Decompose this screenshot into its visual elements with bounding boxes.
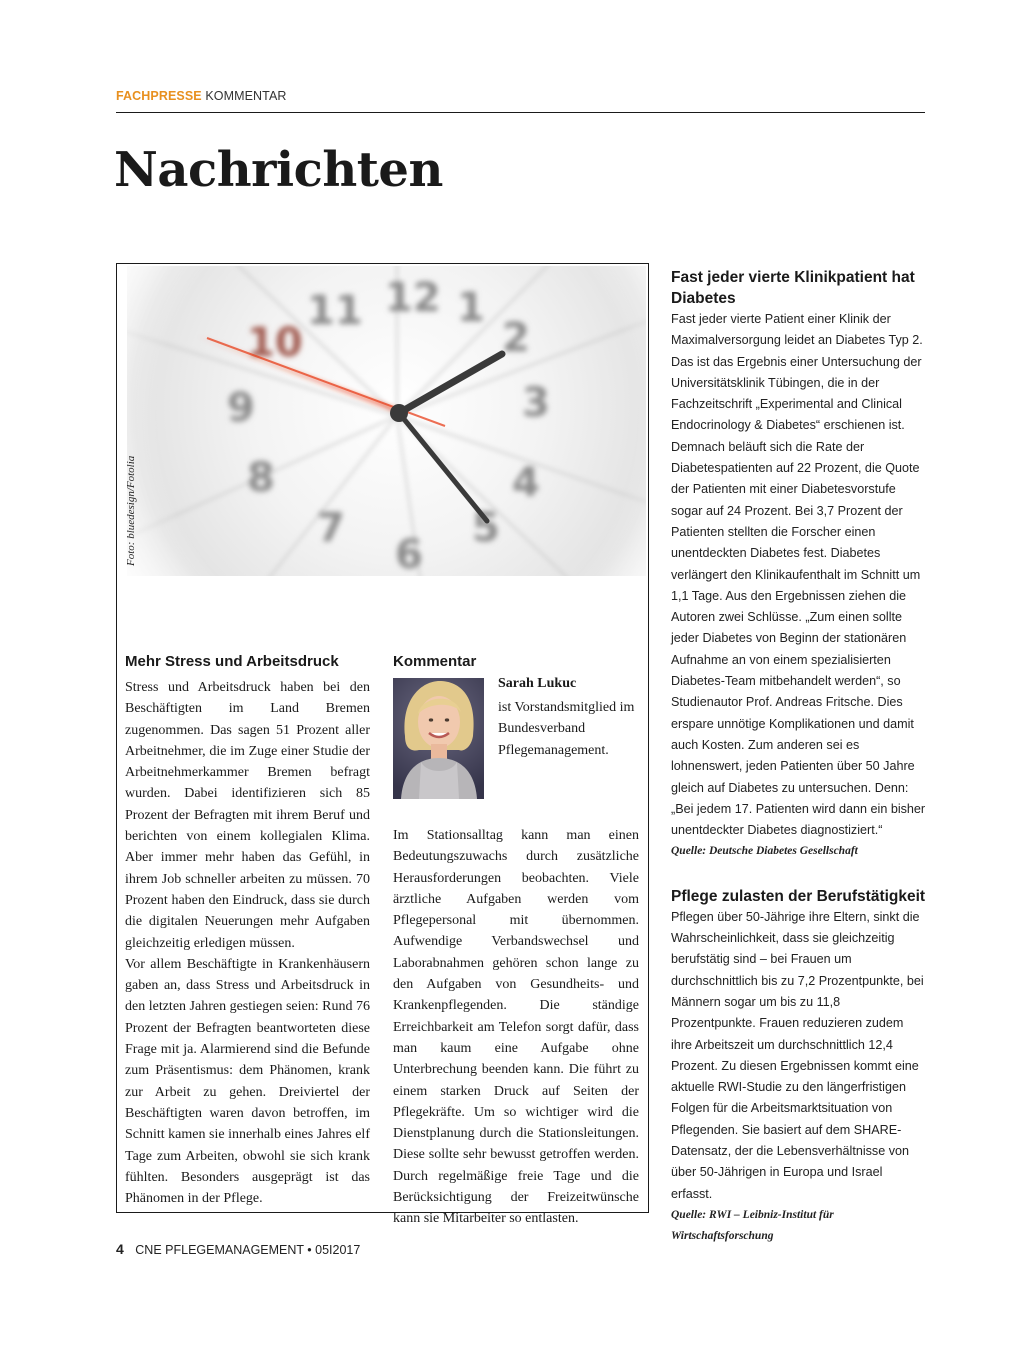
clock-photo xyxy=(127,266,646,576)
header-rule xyxy=(116,112,925,113)
article-diabetes-heading: Fast jeder vierte Klinikpatient hat Diabetes xyxy=(671,269,915,307)
page-title: Nachrichten xyxy=(114,142,443,198)
commentary-body xyxy=(393,825,639,1230)
sidebar-news xyxy=(671,267,927,1247)
article-diabetes-body: Fast jeder vierte Patient einer Klinik der Maximalversorgung leidet an Diabetes Typ 2. Das ist das Ergebnis einer Untersuchung der Universitätsklinik Tübingen, die in der Fachzeitschrift „Experimental and Clinical Endocrinology & Diabetes“ erschienen ist. Demnach beläuft sich die Rate der Diabetespatienten auf 22 Prozent, die Quote der Patienten mit einer Diabetesvorstufe sogar auf 24 Prozent. Bei 3,7 Prozent der Patienten stellten die Forscher einen unentdeckten Diabetes fest. Diabetes verlängert den Klinikaufenthalt im Schnitt um 1,1 Tage. Aus den Ergebnissen ziehen die Autoren zwei Schlüsse. „Zum einen sollte jeder Diabetes von Beginn der stationären Aufnahme an von einem spezialisierten Diabetes-Team mitbehandelt werden“, so Studienautor Prof. Andreas Fritsche. Dies erspare unnötige Komplikationen und damit auch Kosten. Zum anderen sei es lohnenswert, jeden Patienten über 50 Jahre gleich auf Diabetes zu untersuchen. Denn: „Bei jedem 17. Patienten wird dann ein bisher unentdeckter Diabetes diagnostiziert.“ xyxy=(671,312,926,838)
article-stress-body xyxy=(125,677,370,1209)
article-diabetes-source: Quelle: Deutsche Diabetes Gesellschaft xyxy=(671,845,858,858)
author-name: Sarah Lukuc xyxy=(498,676,577,691)
section-label-accent: FACHPRESSE xyxy=(116,89,202,103)
commentary-paragraph: Im Stationsalltag kann man einen Bedeutungszuwachs durch zusätzliche Herausforderungen beobachten. Viele ärztliche Aufgaben werden vom Pflegepersonal mit übernommen. Aufwendige Verbandswechsel und Laborabnahmen gehören schon lange zu den Aufgaben von Gesundheits- und Krankenpflegenden. Die ständige Erreichbarkeit am Telefon sorgt dafür, dass man kaum eine Aufgabe ohne Unterbrechung beenden kann. Die führt zu einem starken Druck auf Seiten der Pflegekräfte. Um so wichtiger wird die Dienstplanung durch die Stationsleitungen. Diese sollte sehr bewusst getroffen werden. Durch regelmäßige freie Tage und die Berücksichtigung der Freizeitwünsche kann sie Mitarbeiter so entlasten. xyxy=(393,828,639,1227)
article-pflege-heading: Pflege zulasten der Berufstätigkeit xyxy=(671,887,926,905)
author-role: ist Vorstandsmitglied im Bundesverband Pflegemanagement. xyxy=(498,700,635,758)
commentary-heading: Kommentar xyxy=(393,653,477,670)
photo-credit: Foto: bluedesign/Fotolia xyxy=(125,455,137,566)
publication-info: CNE PFLEGEMANAGEMENT • 05I2017 xyxy=(135,1243,361,1257)
page-footer xyxy=(116,1241,360,1257)
boxed-section xyxy=(116,263,649,1227)
author-portrait xyxy=(393,678,484,799)
article-stress-paragraph: Stress und Arbeitsdruck haben bei den Beschäftigten im Land Bremen zugenommen. Das sagen 51 Prozent aller Arbeitnehmer, die im Zuge einer Studie der Arbeitnehmerkammer Bremen befragt wurden. Dabei identifizieren sich 85 Prozent der Befragten mit ihrem Beruf und berichten von einem kollegialen Klima. Aber immer mehr haben das Gefühl, in ihrem Job schneller arbeiten zu müssen. 70 Prozent haben den Eindruck, dass sie durch die digitalen Neuerungen mehr Aufgaben gleichzeitig erledigen müssen. xyxy=(125,680,370,951)
article-pflege-body: Pflegen über 50-Jährige ihre Eltern, sinkt die Wahrscheinlichkeit, dass sie gleichzeitig berufstätig sind – bei Frauen um durchschnittlich bis zu 7,2 Prozentpunkte, bei Männern sogar um bis zu 11,8 Prozentpunkte. Frauen reduzieren zudem ihre Arbeitszeit um durchschnittlich 12,4 Prozent. Zu diesen Ergebnissen kommt eine aktuelle RWI-Studie zu den längerfristigen Folgen für die Arbeitsmarktsituation von Pflegenden. Sie basiert auf dem SHARE-Datensatz, der die Lebensverhältnisse von über 50-Jährigen in Europa und Israel erfasst. xyxy=(671,909,924,1201)
article-stress-heading: Mehr Stress und Arbeitsdruck xyxy=(125,653,339,670)
section-label-rest: KOMMENTAR xyxy=(205,89,287,103)
page-number: 4 xyxy=(116,1241,124,1257)
article-stress-paragraph: Vor allem Beschäftigte in Krankenhäusern gaben an, dass Stress und Arbeitsdruck in den letzten Jahren gestiegen seien: Rund 76 Prozent der Befragten beantworteten diese Frage mit ja. Alarmierend sind die Befunde zum Präsentismus: dem Phänomen, krank zur Arbeit zu gehen. Dreiviertel der Beschäftigten waren davon betroffen, im Schnitt kamen sie innerhalb eines Jahres elf Tage zum Arbeiten, obwohl sie sich krank fühlten. Besonders ausgeprägt ist das Phänomen in der Pflege. xyxy=(125,956,370,1207)
section-label xyxy=(116,89,287,103)
article-pflege-source: Quelle: RWI – Leibniz-Institut für Wirtschaftsforschung xyxy=(671,1208,834,1243)
